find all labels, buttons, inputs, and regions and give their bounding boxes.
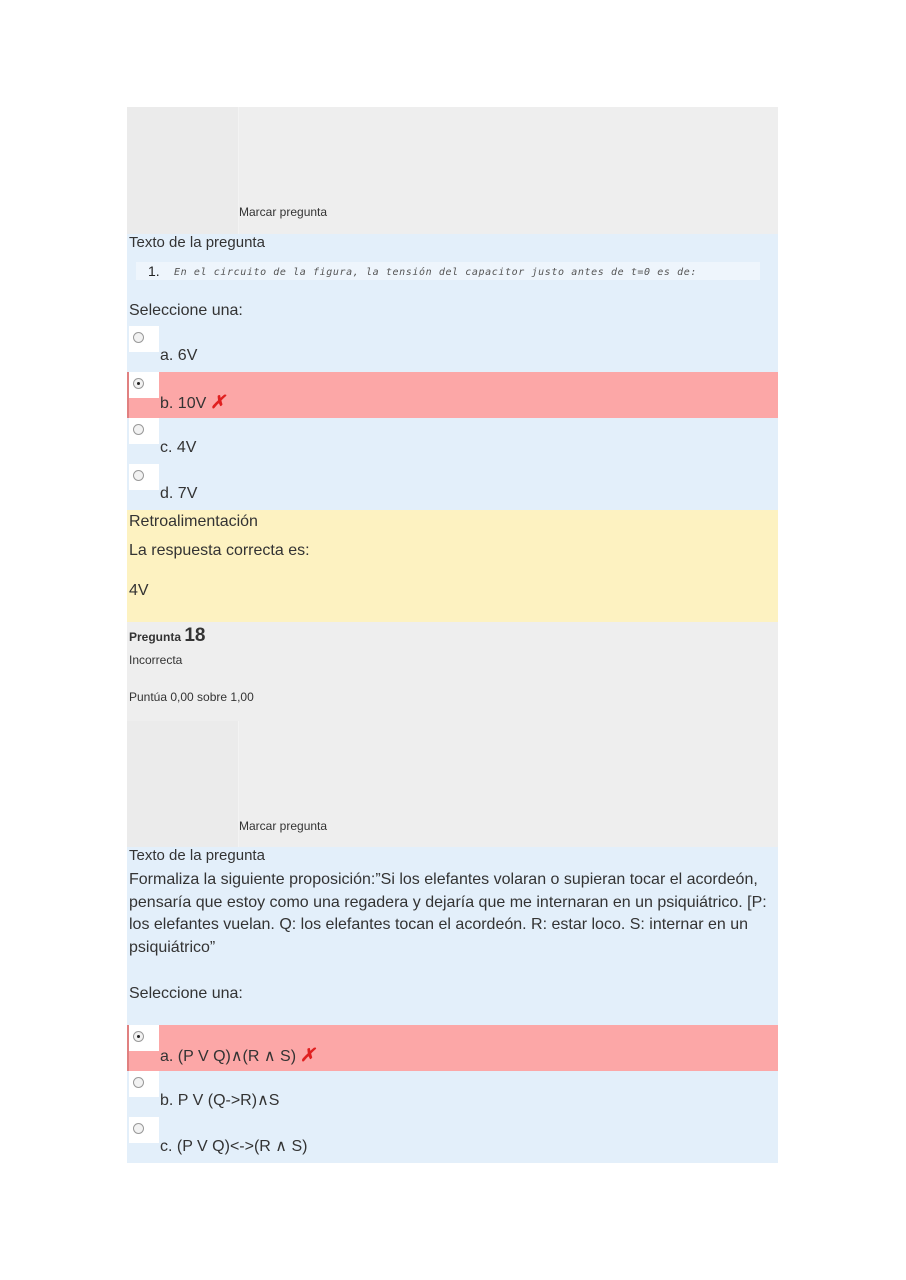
answer-option-b[interactable] — [127, 1071, 778, 1117]
answer-label: c. 4V — [160, 439, 197, 456]
question-state: Incorrecta — [129, 653, 183, 667]
answer-label: a. 6V — [160, 347, 198, 364]
feedback-text: La respuesta correcta es: — [129, 542, 310, 559]
radio-button[interactable] — [133, 1123, 144, 1134]
answer-label: b. 10V — [160, 395, 207, 412]
answer-label: b. P V (Q->R)∧S — [160, 1092, 280, 1109]
incorrect-icon: ✗ — [300, 1045, 316, 1065]
quiz-review-page — [127, 107, 778, 1163]
radio-button[interactable] — [133, 470, 144, 481]
question-info-panel — [127, 721, 778, 847]
answer-label: d. 7V — [160, 485, 198, 502]
question-heading-prefix: Pregunta — [129, 630, 182, 644]
feedback-panel — [127, 510, 778, 622]
incorrect-icon: ✗ — [210, 392, 226, 412]
answer-option-a[interactable] — [127, 1025, 778, 1071]
radio-button[interactable] — [133, 424, 144, 435]
flag-question-link[interactable]: Marcar pregunta — [239, 205, 328, 219]
feedback-title: Retroalimentación — [129, 513, 258, 530]
question-item — [127, 252, 778, 280]
item-number: 1. — [148, 263, 160, 279]
answer-option-b[interactable] — [127, 372, 778, 418]
question-grade: Puntúa 0,00 sobre 1,00 — [129, 690, 254, 704]
radio-button-selected[interactable] — [133, 378, 144, 389]
answer-option-c[interactable] — [127, 1117, 778, 1163]
answer-label: c. (P V Q)<->(R ∧ S) — [160, 1138, 308, 1155]
radio-button[interactable] — [133, 1077, 144, 1088]
question-info — [127, 622, 778, 721]
answer-option-a[interactable] — [127, 326, 778, 372]
question-text-heading: Texto de la pregunta — [129, 847, 265, 864]
select-one-label: Seleccione una: — [129, 302, 243, 319]
answer-option-c[interactable] — [127, 418, 778, 464]
question-number: 18 — [184, 625, 206, 646]
question-text-heading: Texto de la pregunta — [129, 234, 265, 251]
answer-label: a. (P V Q)∧(R ∧ S) — [160, 1048, 297, 1065]
question-heading — [127, 622, 778, 646]
radio-button-selected[interactable] — [133, 1031, 144, 1042]
question-text: Formaliza la siguiente proposición:”Si los elefantes volaran o supieran tocar el acordeón, pensaría que estoy como una regadera y dejaría que me internaran en un psiquiátrico. [P: los elefantes vuelan. Q: los elefantes tocan el acordeón. R: estar loco. S: internar en un psiquiátrico” — [129, 871, 767, 956]
flag-question-link[interactable]: Marcar pregunta — [239, 819, 328, 833]
question-content — [127, 234, 778, 510]
question-content — [127, 847, 778, 1163]
question-info-panel — [127, 107, 778, 234]
answer-option-d[interactable] — [127, 464, 778, 510]
radio-button[interactable] — [133, 332, 144, 343]
select-one-label: Seleccione una: — [129, 985, 243, 1002]
item-text: En el circuito de la figura, la tensión del capacitor justo antes de t=0 es de: — [174, 267, 698, 278]
correct-answer: 4V — [129, 582, 149, 599]
